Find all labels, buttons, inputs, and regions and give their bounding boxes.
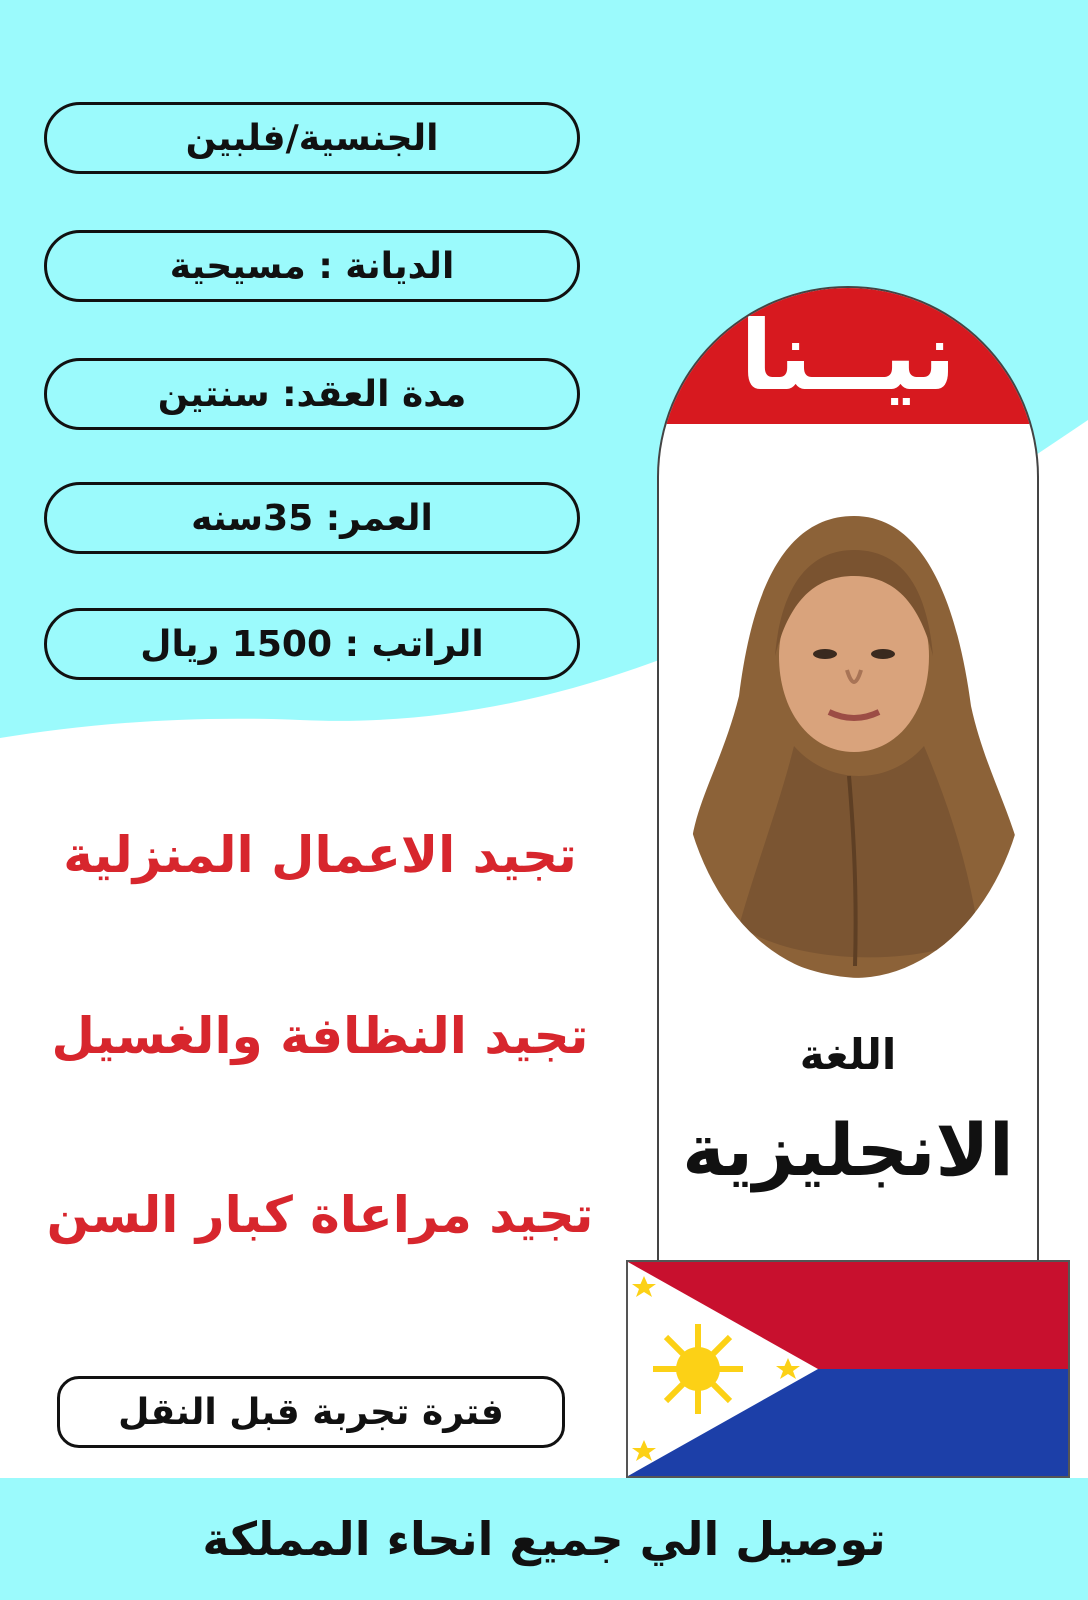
skill-housework: تجيد الاعمال المنزلية [63, 826, 577, 884]
skill-elderly-care: تجيد مراعاة كبار السن [46, 1186, 594, 1244]
contract-text: مدة العقد: سنتين [157, 373, 467, 415]
language-label: اللغة [799, 1030, 897, 1079]
language-value: الانجليزية [682, 1108, 1014, 1192]
sun-icon [653, 1324, 743, 1414]
nationality-text: الجنسية/فلبين [185, 117, 439, 159]
trial-period-box [57, 1376, 565, 1448]
religion-pill [44, 230, 580, 302]
salary-pill [44, 608, 580, 680]
footer-text: توصيل الي جميع انحاء المملكة [202, 1512, 886, 1566]
age-pill [44, 482, 580, 554]
trial-period-text: فترة تجربة قبل النقل [118, 1391, 504, 1433]
philippines-flag [626, 1260, 1070, 1478]
religion-text: الديانة : مسيحية [169, 245, 455, 287]
worker-photo [679, 506, 1029, 978]
footer-banner [0, 1478, 1088, 1600]
salary-text: الراتب : 1500 ريال [140, 623, 484, 665]
age-text: العمر: 35سنه [191, 497, 433, 539]
worker-name: نيــنا [739, 300, 957, 412]
nationality-pill [44, 102, 580, 174]
skill-cleaning: تجيد النظافة والغسيل [51, 1007, 589, 1065]
contract-pill [44, 358, 580, 430]
